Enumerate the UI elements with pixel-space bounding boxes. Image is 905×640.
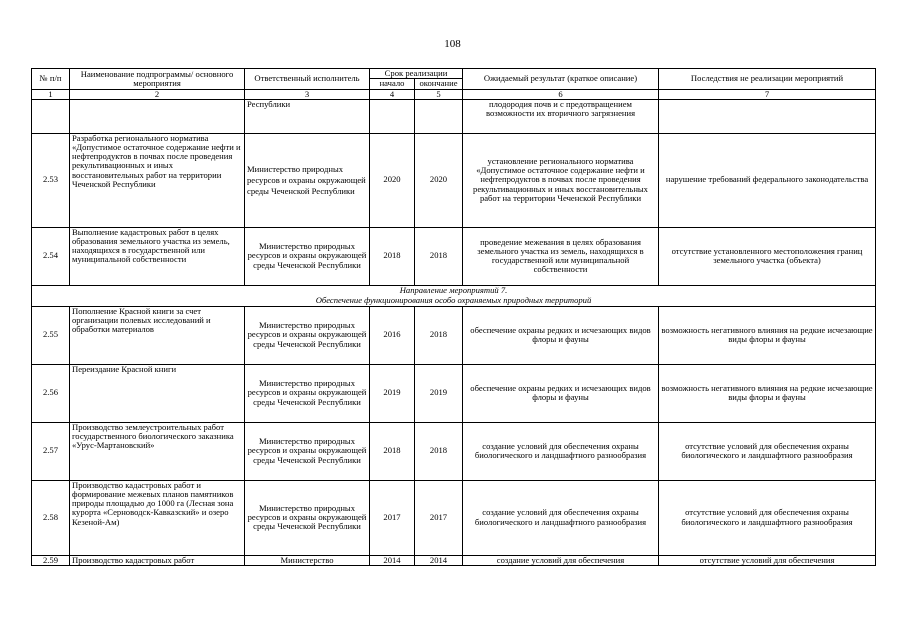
row-name: Производство кадастровых работ и формирование межевых планов памятников природы площадью до 1000 га (Лесная зона курорта «Серноводск-Кавказский» и озеро Кезеной-Ам) xyxy=(70,480,245,555)
row-result: проведение межевания в целях образования земельного участка из земель, находящихся в государственной или муниципальной собственности xyxy=(463,227,659,285)
col-number: 6 xyxy=(463,89,659,99)
row-end: 2014 xyxy=(415,555,463,565)
column-numbers-row xyxy=(32,89,876,99)
row-end: 2018 xyxy=(415,306,463,364)
row-responsible: Министерство природных ресурсов и охраны окружающей среды Чеченской Республики xyxy=(245,306,370,364)
header-responsible: Ответственный исполнитель xyxy=(245,69,370,90)
row-num: 2.54 xyxy=(32,227,70,285)
table-row xyxy=(32,555,876,565)
row-num xyxy=(32,99,70,133)
row-name: Переиздание Красной книги xyxy=(70,364,245,422)
table-row xyxy=(32,133,876,227)
col-number: 5 xyxy=(415,89,463,99)
row-consequences: возможность негативного влияния на редкие исчезающие виды флоры и фауны xyxy=(659,364,876,422)
row-num: 2.59 xyxy=(32,555,70,565)
row-consequences: нарушение требований федерального законодательства xyxy=(659,133,876,227)
table-row xyxy=(32,227,876,285)
row-result: создание условий для обеспечения охраны биологического и ландшафтного разнообразия xyxy=(463,480,659,555)
row-result: обеспечение охраны редких и исчезающих видов флоры и фауны xyxy=(463,306,659,364)
header-start: начало xyxy=(370,79,415,89)
table-row xyxy=(32,99,876,133)
row-name: Выполнение кадастровых работ в целях образования земельного участка из земель, находящихся в государственной или муниципальной собственности xyxy=(70,227,245,285)
row-num: 2.53 xyxy=(32,133,70,227)
row-responsible: Республики xyxy=(245,99,370,133)
row-name: Производство землеустроительных работ государственного биологического заказника «Урус-Мартановский» xyxy=(70,422,245,480)
row-responsible: Министерство природных ресурсов и охраны окружающей среды Чеченской Республики xyxy=(245,133,370,227)
row-responsible: Министерство xyxy=(245,555,370,565)
col-number: 3 xyxy=(245,89,370,99)
row-name: Пополнение Красной книги за счет организации полевых исследований и обработки материалов xyxy=(70,306,245,364)
row-start: 2018 xyxy=(370,422,415,480)
row-name xyxy=(70,99,245,133)
row-start: 2016 xyxy=(370,306,415,364)
table-row xyxy=(32,364,876,422)
row-consequences: отсутствие условий для обеспечения охраны биологического и ландшафтного разнообразия xyxy=(659,480,876,555)
row-result: обеспечение охраны редких и исчезающих видов флоры и фауны xyxy=(463,364,659,422)
row-end: 2018 xyxy=(415,422,463,480)
row-end: 2019 xyxy=(415,364,463,422)
row-end xyxy=(415,99,463,133)
section-heading xyxy=(32,285,876,306)
row-start: 2018 xyxy=(370,227,415,285)
header-consequences: Последствия не реализации мероприятий xyxy=(659,69,876,90)
section-line-1: Направление мероприятий 7. xyxy=(399,285,508,296)
row-name: Производство кадастровых работ xyxy=(70,555,245,565)
row-end: 2020 xyxy=(415,133,463,227)
measures-table xyxy=(31,68,876,566)
row-num: 2.56 xyxy=(32,364,70,422)
row-name: Разработка регионального норматива «Допустимое остаточное содержание нефти и нефтепродуктов в почвах после проведения рекультивационных и иных восстановительных работ на территории Чеченской Республики xyxy=(70,133,245,227)
row-end: 2018 xyxy=(415,227,463,285)
col-number: 1 xyxy=(32,89,70,99)
col-number: 4 xyxy=(370,89,415,99)
header-row xyxy=(32,69,876,79)
header-name: Наименование подпрограммы/ основного мероприятия xyxy=(70,69,245,90)
row-start: 2020 xyxy=(370,133,415,227)
header-result: Ожидаемый результат (краткое описание) xyxy=(463,69,659,90)
header-end: окончание xyxy=(415,79,463,89)
row-responsible: Министерство природных ресурсов и охраны окружающей среды Чеченской Республики xyxy=(245,480,370,555)
table-row xyxy=(32,480,876,555)
row-start: 2019 xyxy=(370,364,415,422)
section-row xyxy=(32,285,876,306)
row-start: 2017 xyxy=(370,480,415,555)
row-end: 2017 xyxy=(415,480,463,555)
row-responsible: Министерство природных ресурсов и охраны окружающей среды Чеченской Республики xyxy=(245,422,370,480)
header-term: Срок реализации xyxy=(370,69,463,79)
row-consequences: отсутствие условий для обеспечения охраны биологического и ландшафтного разнообразия xyxy=(659,422,876,480)
row-result: создание условий для обеспечения xyxy=(463,555,659,565)
col-number: 7 xyxy=(659,89,876,99)
row-result: установление регионального норматива «Допустимое остаточное содержание нефти и нефтепродуктов в почвах после проведения рекультивационных и иных восстановительных работ на территории Чеченской Республики xyxy=(463,133,659,227)
row-num: 2.57 xyxy=(32,422,70,480)
page-number: 108 xyxy=(444,38,461,50)
row-start: 2014 xyxy=(370,555,415,565)
row-result: создание условий для обеспечения охраны биологического и ландшафтного разнообразия xyxy=(463,422,659,480)
row-responsible: Министерство природных ресурсов и охраны окружающей среды Чеченской Республики xyxy=(245,227,370,285)
row-result: плодородия почв и с предотвращением возможности их вторичного загрязнения xyxy=(463,99,659,133)
col-number: 2 xyxy=(70,89,245,99)
row-start xyxy=(370,99,415,133)
row-num: 2.58 xyxy=(32,480,70,555)
row-consequences xyxy=(659,99,876,133)
row-consequences: отсутствие условий для обеспечения xyxy=(659,555,876,565)
table-row xyxy=(32,306,876,364)
row-consequences: возможность негативного влияния на редкие исчезающие виды флоры и фауны xyxy=(659,306,876,364)
row-num: 2.55 xyxy=(32,306,70,364)
section-line-2: Обеспечение функционирования особо охраняемых природных территорий xyxy=(315,294,592,305)
header-num: № п/п xyxy=(32,69,70,90)
table-row xyxy=(32,422,876,480)
row-responsible: Министерство природных ресурсов и охраны окружающей среды Чеченской Республики xyxy=(245,364,370,422)
row-consequences: отсутствие установленного местоположения границ земельного участка (объекта) xyxy=(659,227,876,285)
